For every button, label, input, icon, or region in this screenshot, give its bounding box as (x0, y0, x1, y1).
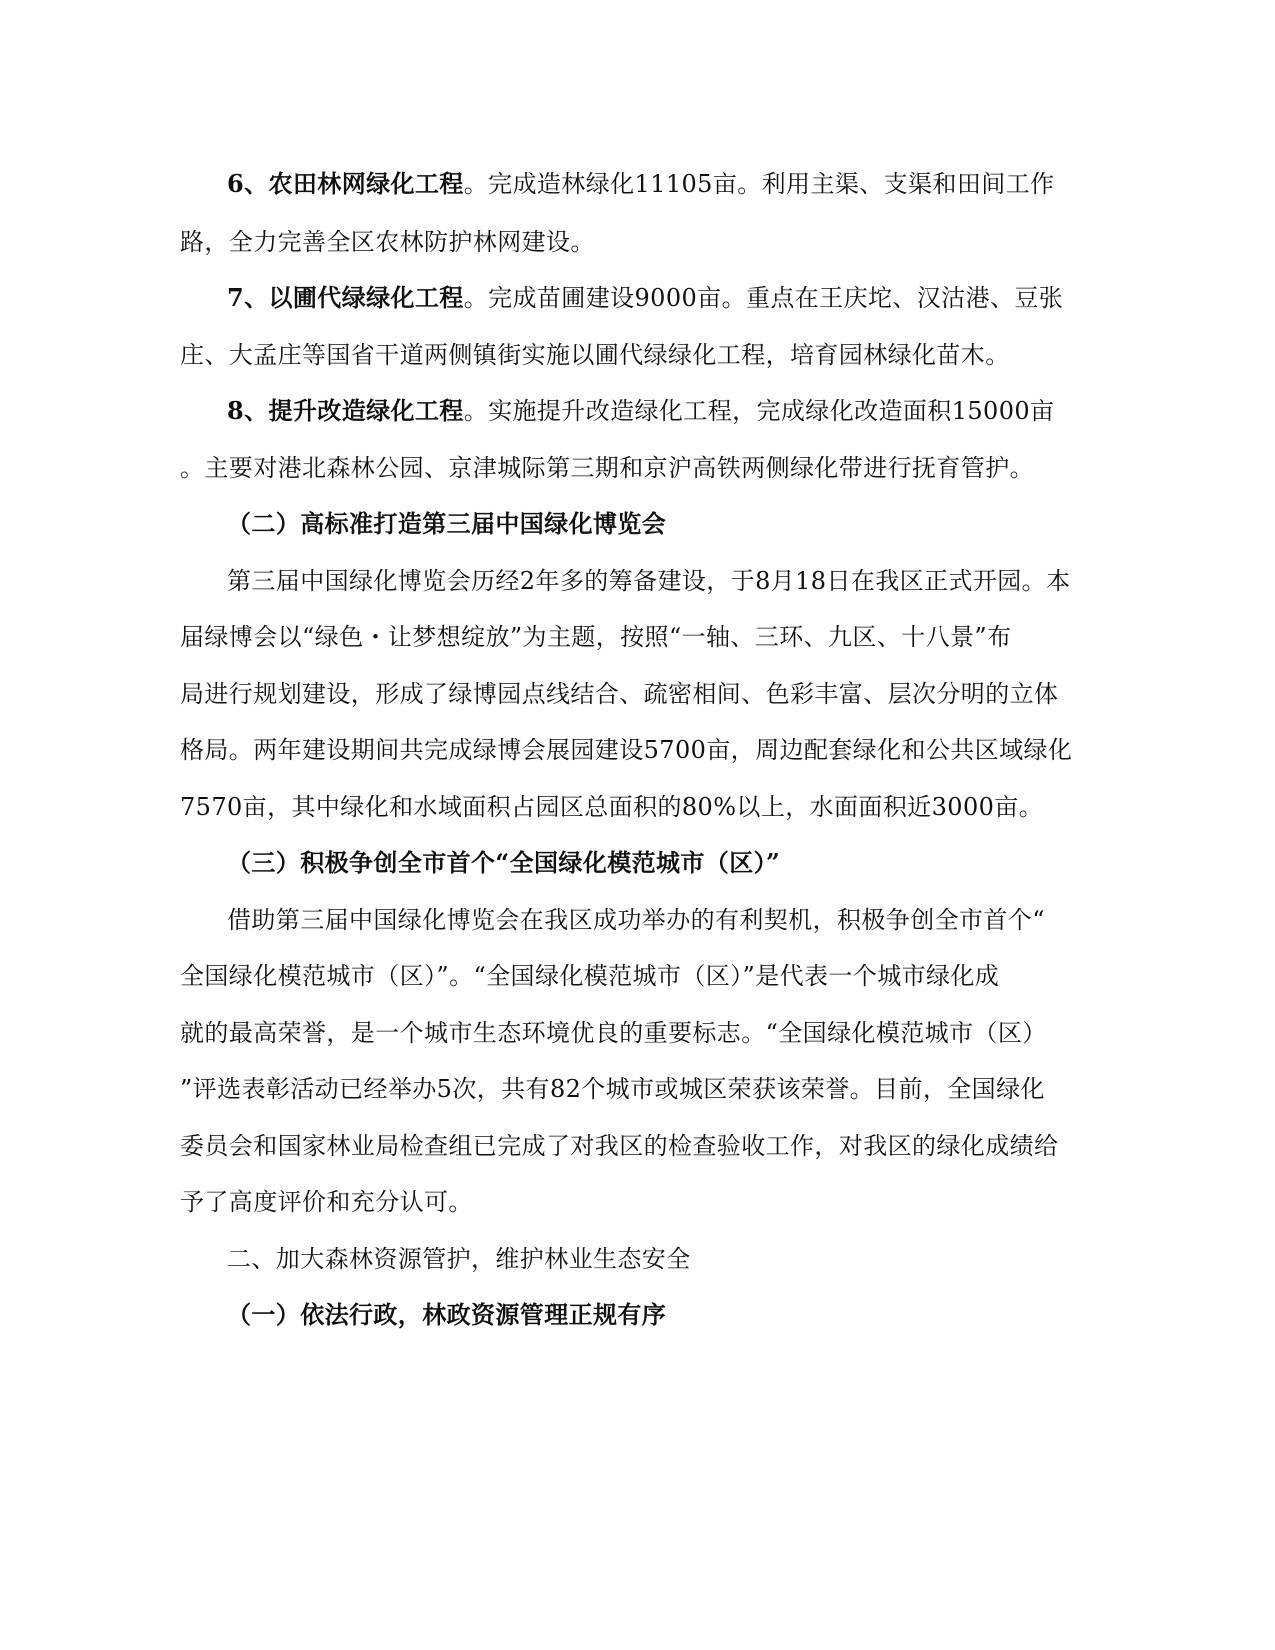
item-6-heading: 6、农田林网绿化工程 (227, 169, 464, 198)
section-three-line-5: 委员会和国家林业局检查组已完成了对我区的检查验收工作，对我区的绿化成绩给 (180, 1132, 1059, 1160)
section-three-line-6: 予了高度评价和充分认可。 (180, 1188, 473, 1216)
section-two-line-3: 局进行规划建设，形成了绿博园点线结合、疏密相间、色彩丰富、层次分明的立体 (180, 680, 1059, 708)
section-three-line-1: 借助第三届中国绿化博览会在我区成功举办的有利契机，积极争创全市首个“ (227, 906, 1045, 934)
item-7-first-line (227, 282, 1063, 314)
item-7-second-line: 庄、大孟庄等国省干道两侧镇街实施以圃代绿绿化工程，培育园林绿化苗木。 (180, 341, 1010, 369)
item-6-first-line (227, 168, 1054, 200)
part-two-heading: 二、加大森林资源管护，维护林业生态安全 (227, 1245, 691, 1273)
item-6-second-line: 路，全力完善全区农林防护林网建设。 (180, 228, 595, 256)
section-two-heading: （二）高标准打造第三届中国绿化博览会 (227, 509, 667, 538)
item-6-text: 。完成造林绿化11105亩。利用主渠、支渠和田间工作 (463, 170, 1055, 198)
section-two-line-1: 第三届中国绿化博览会历经2年多的筹备建设，于8月18日在我区正式开园。本 (227, 567, 1071, 595)
item-8-heading: 8、提升改造绿化工程 (227, 396, 464, 425)
section-three-line-4: ”评选表彰活动已经举办5次，共有82个城市或城区荣获该荣誉。目前，全国绿化 (180, 1075, 1045, 1103)
section-three-line-2: 全国绿化模范城市（区）”。“全国绿化模范城市（区）”是代表一个城市绿化成 (180, 962, 1000, 990)
item-8-second-line: 。主要对港北森林公园、京津城际第三期和京沪高铁两侧绿化带进行抚育管护。 (180, 454, 1034, 482)
section-two-line-2: 届绿博会以“绿色・让梦想绽放”为主题，按照“一轴、三环、九区、十八景”布 (180, 623, 1012, 651)
section-two-line-4: 格局。两年建设期间共完成绿博会展园建设5700亩，周边配套绿化和公共区域绿化 (180, 736, 1073, 764)
section-three-heading: （三）积极争创全市首个“全国绿化模范城市（区）” (227, 848, 781, 877)
section-three-line-3: 就的最高荣誉，是一个城市生态环境优良的重要标志。“全国绿化模范城市（区） (180, 1019, 1047, 1047)
part-two-sub-one-heading: （一）依法行政，林政资源管理正规有序 (227, 1300, 667, 1329)
item-8-text: 。实施提升改造绿化工程，完成绿化改造面积15000亩 (463, 397, 1055, 425)
item-8-first-line (227, 395, 1054, 427)
item-7-text: 。完成苗圃建设9000亩。重点在王庆坨、汉沽港、豆张 (463, 284, 1064, 312)
section-two-line-5: 7570亩，其中绿化和水域面积占园区总面积的80%以上，水面面积近3000亩。 (180, 793, 1044, 821)
item-7-heading: 7、以圃代绿绿化工程 (227, 283, 464, 312)
